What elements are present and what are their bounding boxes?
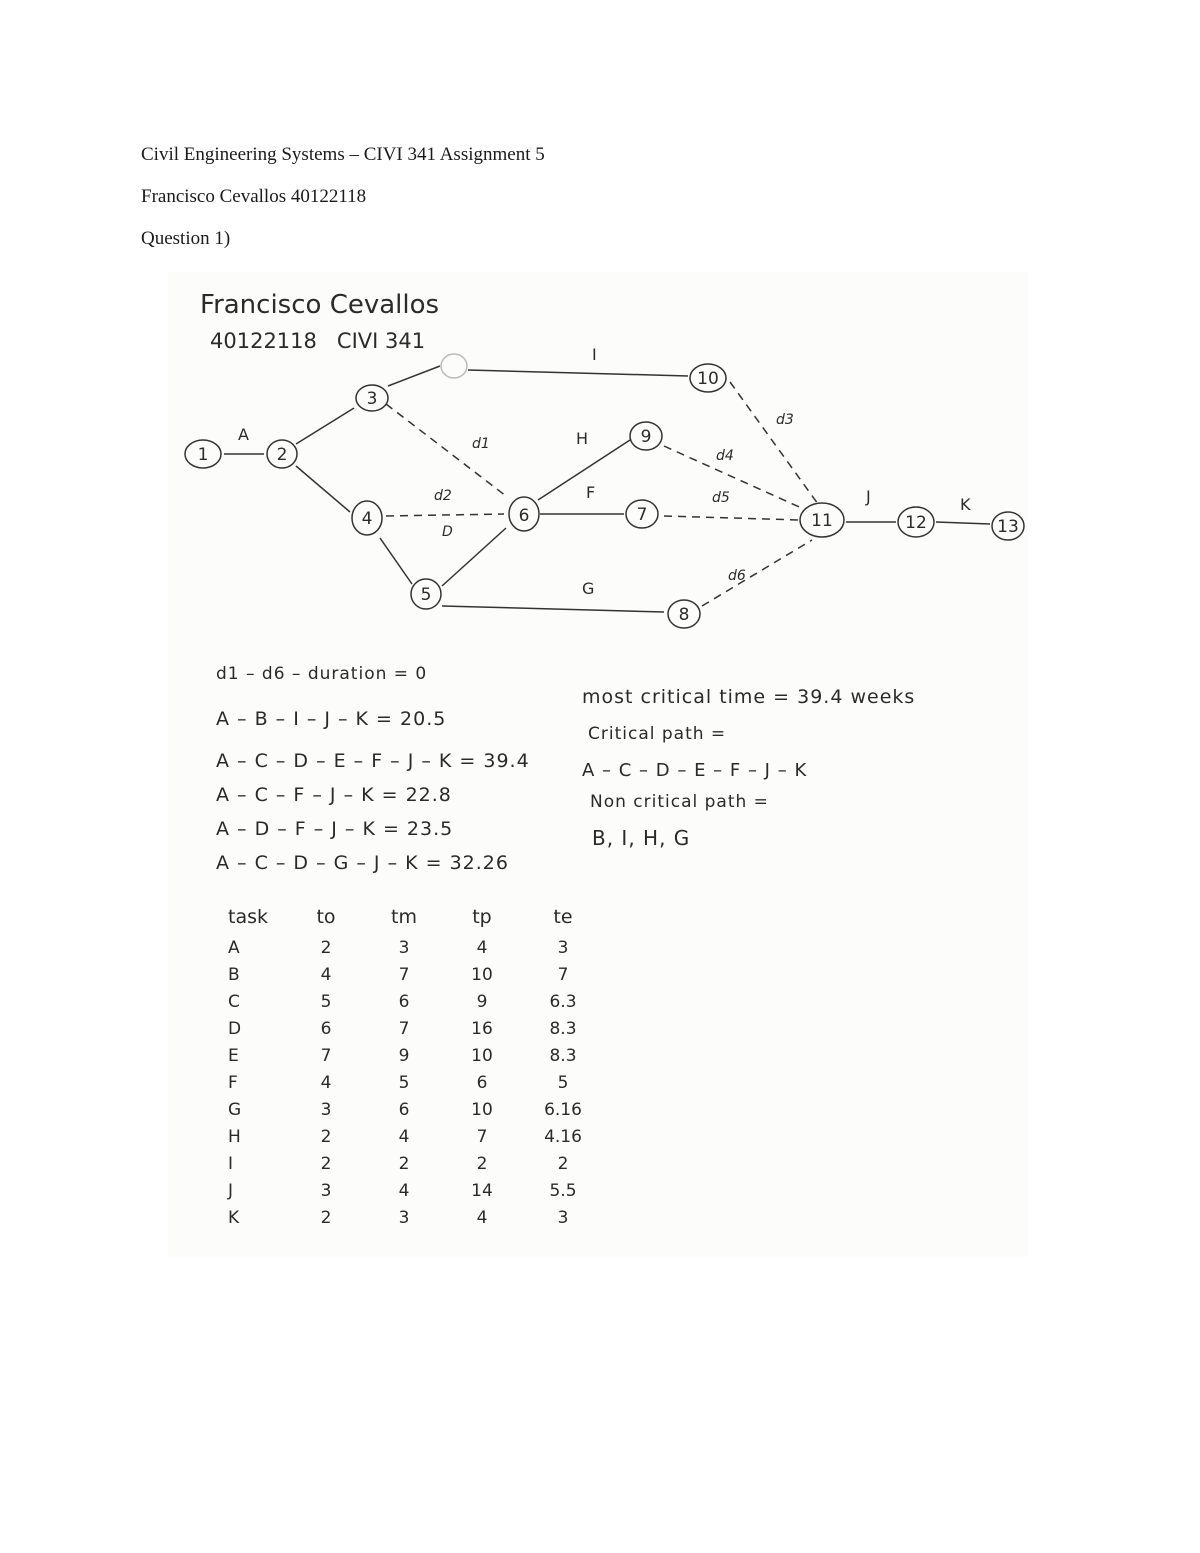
svg-text:d2: d2 — [434, 488, 452, 504]
node-faint — [441, 354, 467, 378]
svg-text:13: 13 — [997, 517, 1019, 537]
table-row: C 5 6 9 6.3 — [228, 991, 577, 1012]
header-te: te — [553, 906, 573, 928]
svg-text:3: 3 — [366, 389, 378, 409]
path-4: A – D – F – J – K = 23.5 — [216, 818, 454, 840]
question-label: Question 1) — [141, 228, 231, 249]
critical-path-value: A – C – D – E – F – J – K — [582, 760, 808, 781]
svg-text:A: A — [238, 425, 249, 444]
svg-text:7: 7 — [636, 505, 648, 525]
table-row: B 4 7 10 7 — [228, 964, 569, 985]
header-to: to — [316, 906, 336, 928]
svg-text:d3: d3 — [776, 412, 794, 428]
activity-labels — [238, 345, 971, 598]
svg-text:d1: d1 — [472, 436, 490, 452]
svg-text:F: F — [586, 483, 596, 502]
svg-text:I: I — [592, 345, 597, 364]
svg-text:11: 11 — [811, 511, 833, 531]
svg-text:10: 10 — [697, 369, 719, 389]
svg-text:d6: d6 — [728, 568, 746, 584]
dummy-note: d1 – d6 – duration = 0 — [216, 664, 428, 684]
document-title: Civil Engineering Systems – CIVI 341 Assignment 5 — [141, 144, 545, 165]
svg-text:8: 8 — [678, 605, 690, 625]
duration-table — [222, 900, 606, 1231]
svg-text:12: 12 — [905, 513, 927, 533]
table-row: A 2 3 4 3 — [228, 937, 569, 958]
noncritical-path-label: Non critical path = — [590, 792, 769, 812]
diagram-edges — [224, 366, 990, 612]
svg-text:1: 1 — [197, 445, 209, 465]
table-row: E 7 9 10 8.3 — [228, 1045, 577, 1066]
noncritical-path-value: B, I, H, G — [592, 826, 691, 850]
scan-name: Francisco Cevallos — [200, 290, 440, 320]
table-row: G 3 6 10 6.16 — [228, 1099, 582, 1120]
svg-text:2: 2 — [276, 445, 288, 465]
path-2: A – C – D – E – F – J – K = 39.4 — [216, 750, 530, 772]
svg-text:D: D — [442, 524, 453, 540]
table-row: H 2 4 7 4.16 — [228, 1126, 582, 1147]
author-line: Francisco Cevallos 40122118 — [141, 186, 367, 207]
scan-id-course: 40122118 CIVI 341 — [210, 329, 426, 353]
svg-text:d4: d4 — [716, 448, 734, 464]
dummy-labels — [434, 412, 794, 584]
path-5: A – C – D – G – J – K = 32.26 — [216, 852, 509, 874]
header-tm: tm — [391, 906, 417, 928]
svg-text:9: 9 — [640, 427, 652, 447]
svg-text:J: J — [866, 487, 871, 506]
svg-text:G: G — [582, 579, 595, 598]
header-task: task — [228, 906, 268, 928]
table-header-row — [222, 900, 606, 934]
table-row: K 2 3 4 3 — [228, 1207, 569, 1228]
svg-text:5: 5 — [420, 585, 432, 605]
path-3: A – C – F – J – K = 22.8 — [216, 784, 452, 806]
svg-text:H: H — [576, 429, 589, 448]
svg-text:4: 4 — [361, 509, 373, 529]
table-row: D 6 7 16 8.3 — [228, 1018, 577, 1039]
table-row: J 3 4 14 5.5 — [228, 1180, 577, 1201]
table-row: F 4 5 6 5 — [228, 1072, 569, 1093]
diagram-nodes — [185, 354, 1024, 628]
table-row: I 2 2 2 2 — [228, 1153, 569, 1174]
header-tp: tp — [472, 906, 492, 928]
critical-time: most critical time = 39.4 weeks — [582, 686, 916, 708]
path-1: A – B – I – J – K = 20.5 — [216, 708, 447, 730]
svg-text:d5: d5 — [712, 490, 730, 506]
node-labels — [198, 369, 1019, 625]
svg-text:K: K — [960, 495, 971, 514]
critical-path-label: Critical path = — [588, 724, 727, 744]
svg-text:6: 6 — [518, 506, 530, 526]
